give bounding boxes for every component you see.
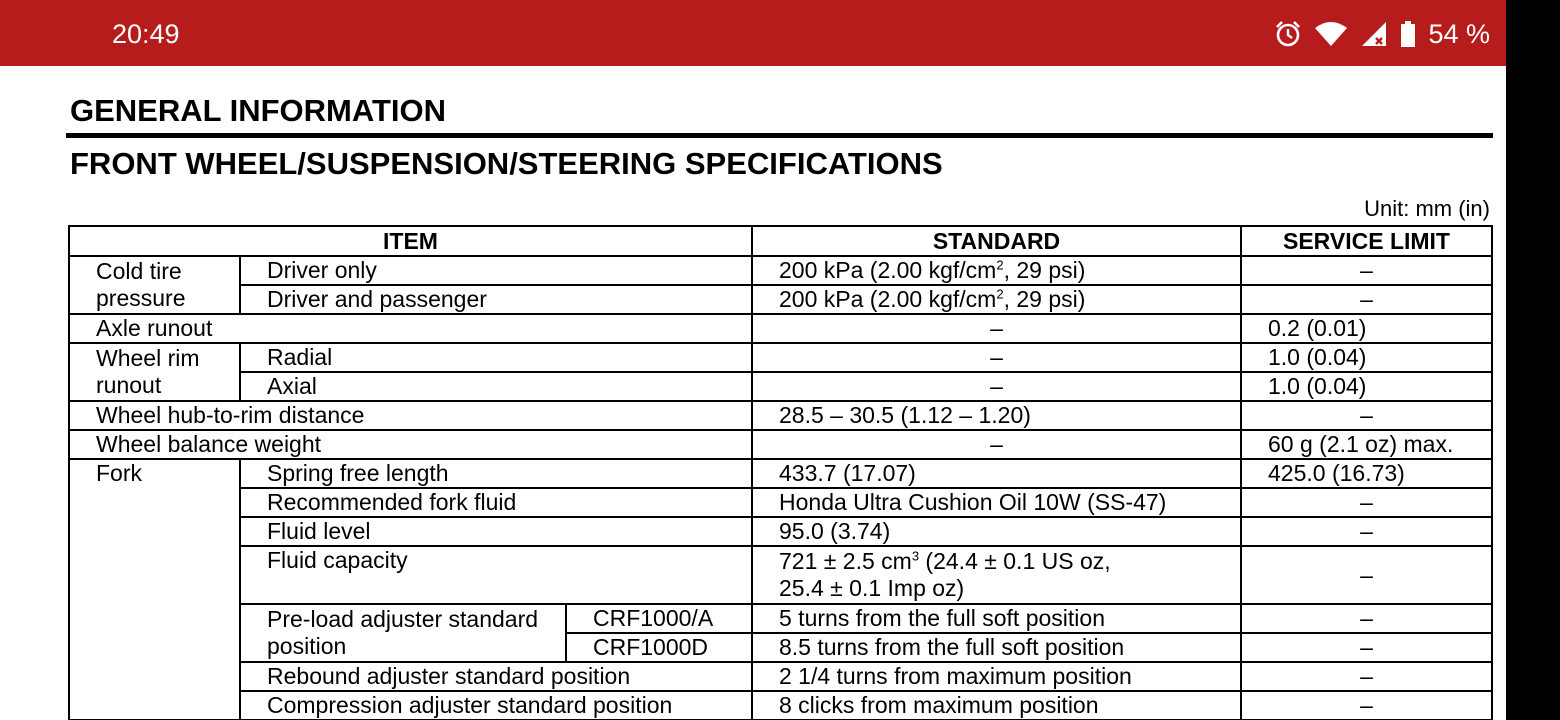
item-cell: Compression adjuster standard position	[240, 691, 752, 720]
table-row	[69, 372, 1492, 401]
status-icons	[1274, 14, 1490, 54]
table-row	[69, 546, 1492, 604]
standard-cell: 433.7 (17.07)	[752, 459, 1241, 488]
limit-cell: 1.0 (0.04)	[1241, 343, 1492, 372]
table-row	[69, 430, 1492, 459]
limit-cell: 60 g (2.1 oz) max.	[1241, 430, 1492, 459]
standard-cell: 200 kPa (2.00 kgf/$cm^2$, 29 psi)	[752, 256, 1241, 285]
standard-cell: 2 1/4 turns from maximum position	[752, 662, 1241, 691]
standard-cell: 8.5 turns from the full soft position	[752, 633, 1241, 662]
document-page[interactable]	[0, 66, 1506, 720]
standard-cell: 721 ± 2.5 $cm^3$ (24.4 ± 0.1 US oz, 25.4 ± 0.1 Imp oz)	[752, 546, 1241, 604]
limit-cell: –	[1241, 691, 1492, 720]
wifi-icon	[1314, 20, 1348, 48]
limit-cell: –	[1241, 517, 1492, 546]
item-cell: Axial	[240, 372, 752, 401]
limit-cell: –	[1241, 546, 1492, 604]
limit-cell: –	[1241, 488, 1492, 517]
table-row	[69, 488, 1492, 517]
unit-label: Unit: mm (in)	[1364, 196, 1490, 221]
item-cell: Driver and passenger	[240, 285, 752, 314]
status-clock: 20:49	[112, 19, 180, 49]
standard-cell: 95.0 (3.74)	[752, 517, 1241, 546]
limit-cell: –	[1241, 401, 1492, 430]
table-header-row	[69, 226, 1492, 256]
page-title: FRONT WHEEL/SUSPENSION/STEERING SPECIFICATIONS	[70, 146, 943, 181]
item-cell: Wheel balance weight	[69, 430, 752, 459]
standard-cell: 8 clicks from maximum position	[752, 691, 1241, 720]
signal-icon	[1360, 20, 1388, 48]
table-row	[69, 343, 1492, 372]
standard-cell: Honda Ultra Cushion Oil 10W (SS-47)	[752, 488, 1241, 517]
item-cell: Axle runout	[69, 314, 752, 343]
item-cell: Wheel hub-to-rim distance	[69, 401, 752, 430]
spec-table	[68, 225, 1493, 720]
battery-icon	[1400, 20, 1416, 48]
standard-cell: 28.5 – 30.5 (1.12 – 1.20)	[752, 401, 1241, 430]
table-row	[69, 285, 1492, 314]
battery-percent: 54 %	[1428, 18, 1490, 49]
limit-cell: 425.0 (16.73)	[1241, 459, 1492, 488]
limit-cell: –	[1241, 604, 1492, 633]
standard-cell: 200 kPa (2.00 kgf/$cm^2$, 29 psi)	[752, 285, 1241, 314]
item-cell: Radial	[240, 343, 752, 372]
table-row	[69, 314, 1492, 343]
limit-cell: –	[1241, 256, 1492, 285]
model-cell: CRF1000D	[566, 633, 752, 662]
standard-cell: –	[752, 343, 1241, 372]
model-cell: CRF1000/A	[566, 604, 752, 633]
item-cell: Fluid level	[240, 517, 752, 546]
table-row	[69, 517, 1492, 546]
table-row	[69, 256, 1492, 285]
standard-cell: –	[752, 430, 1241, 459]
standard-cell: 5 turns from the full soft position	[752, 604, 1241, 633]
alarm-icon	[1274, 20, 1302, 48]
standard-cell: –	[752, 372, 1241, 401]
item-cell: Pre-load adjuster standard position	[240, 604, 566, 662]
table-row	[69, 459, 1492, 488]
limit-cell: –	[1241, 662, 1492, 691]
group-label: Fork	[69, 459, 240, 720]
table-row	[69, 691, 1492, 720]
item-cell: Driver only	[240, 256, 752, 285]
status-bar	[0, 0, 1506, 66]
header-standard: STANDARD	[752, 226, 1241, 256]
item-cell: Rebound adjuster standard position	[240, 662, 752, 691]
item-cell: Fluid capacity	[240, 546, 752, 604]
group-label: Cold tire pressure	[69, 256, 240, 314]
limit-cell: 0.2 (0.01)	[1241, 314, 1492, 343]
header-service-limit: SERVICE LIMIT	[1241, 226, 1492, 256]
section-title: GENERAL INFORMATION	[70, 93, 447, 128]
limit-cell: –	[1241, 633, 1492, 662]
limit-cell: 1.0 (0.04)	[1241, 372, 1492, 401]
table-row	[69, 662, 1492, 691]
table-row	[69, 604, 1492, 633]
title-divider	[66, 133, 1493, 138]
limit-cell: –	[1241, 285, 1492, 314]
header-item: ITEM	[69, 226, 752, 256]
table-row	[69, 401, 1492, 430]
standard-cell: –	[752, 314, 1241, 343]
item-cell: Spring free length	[240, 459, 752, 488]
item-cell: Recommended fork fluid	[240, 488, 752, 517]
group-label: Wheel rim runout	[69, 343, 240, 401]
